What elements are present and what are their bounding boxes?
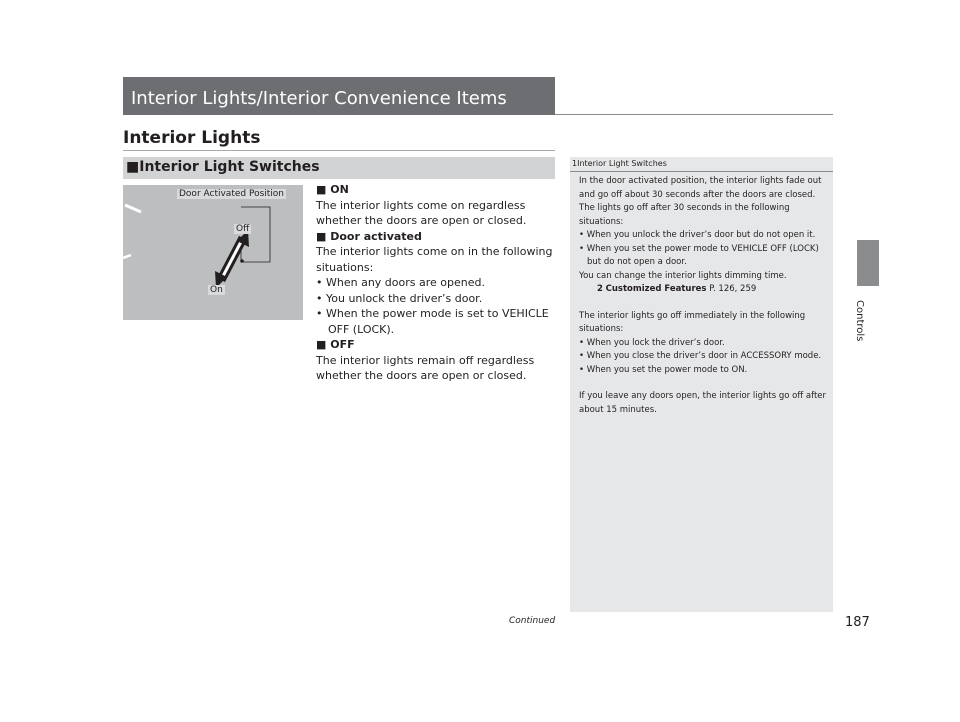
note-bullet-text: When you set the power mode to ON. <box>586 364 748 375</box>
note-gap <box>579 297 827 310</box>
cross-reference-label: Customized Features <box>605 284 707 294</box>
page-title: Interior Lights/Interior Convenience Items <box>131 88 507 109</box>
text-on: The interior lights come on regardless whether the doors are open or closed. <box>316 198 527 227</box>
note-bullet: • When you set the power mode to VEHICLE OFF (LOCK) but do not open a door. <box>579 243 819 267</box>
door-bullet: • When the power mode is set to VEHICLE OFF (LOCK). <box>316 307 549 336</box>
note-rule <box>570 171 833 172</box>
note-bullet: • When you unlock the driver’s door but do not open it. <box>579 230 816 240</box>
cross-reference-link[interactable] <box>579 283 827 297</box>
subsection-title: Interior Light Switches <box>139 159 320 175</box>
note-bullet-text: When you unlock the driver’s door but do not open it. <box>586 230 816 240</box>
label-off: Off <box>236 224 250 234</box>
section-rule <box>123 150 555 151</box>
door-bullet: • When any doors are opened. <box>316 276 485 289</box>
note-paragraph: You can change the interior lights dimming time. <box>579 270 787 281</box>
note-paragraph: If you leave any doors open, the interior lights go off after about 15 minutes. <box>579 391 826 415</box>
note-bullet-text: When you set the power mode to VEHICLE OFF (LOCK) but do not open a door. <box>586 243 819 267</box>
pivot-dot <box>240 259 244 263</box>
label-door-activated: Door Activated Position <box>179 189 285 199</box>
door-bullet-text: When any doors are opened. <box>326 276 485 289</box>
label-on: On <box>210 285 223 295</box>
note-gap <box>579 377 827 390</box>
door-bullet-text: When the power mode is set to VEHICLE OFF (LOCK). <box>326 307 549 336</box>
continued-label: Continued <box>509 616 556 626</box>
figure-background <box>123 185 303 320</box>
note-bullet-text: When you lock the driver’s door. <box>586 337 725 348</box>
note-body <box>579 175 827 417</box>
door-bullet-text: You unlock the driver’s door. <box>326 291 483 305</box>
cross-reference-arrow-icon: 2 <box>597 284 603 294</box>
heading-door: ■ Door activated <box>316 229 422 243</box>
door-bullet: • You unlock the driver’s door. <box>316 291 483 305</box>
subsection-heading <box>126 159 320 175</box>
header-rule <box>555 114 833 115</box>
heading-off: ■ OFF <box>316 338 355 351</box>
note-bullet: • When you close the driver’s door in ACCESSORY mode. <box>579 351 822 361</box>
note-bullet: • When you set the power mode to ON. <box>579 364 748 375</box>
switch-figure <box>123 185 303 320</box>
note-bullet-text: When you close the driver’s door in ACCESSORY mode. <box>586 351 822 361</box>
switch-illustration <box>123 185 303 320</box>
note-title-text: Interior Light Switches <box>577 159 667 168</box>
note-paragraph: The lights go off after 30 seconds in the following situations: <box>579 203 790 227</box>
side-tab-label: Controls <box>854 300 865 342</box>
side-tab <box>857 240 879 286</box>
heading-on-text: ON <box>330 183 349 196</box>
note-paragraph: In the door activated position, the interior lights fade out and go off about 30 seconds after the doors are closed. <box>579 176 822 200</box>
body-text <box>316 182 556 384</box>
note-paragraph: The interior lights go off immediately in the following situations: <box>579 310 806 334</box>
note-bullet: • When you lock the driver’s door. <box>579 337 725 348</box>
cross-reference-pages: P. 126, 259 <box>709 284 757 294</box>
page-number: 187 <box>845 615 870 630</box>
subsection-marker: ■ <box>126 159 140 175</box>
text-off: The interior lights remain off regardless whether the doors are open or closed. <box>316 353 535 382</box>
text-door: The interior lights come on in the following situations: <box>316 245 553 274</box>
heading-on: ■ ON <box>316 183 349 196</box>
heading-off-text: OFF <box>330 338 355 351</box>
section-heading: Interior Lights <box>123 128 261 148</box>
note-title: 1Interior Light Switches <box>572 159 667 168</box>
heading-door-text: Door activated <box>330 229 422 243</box>
